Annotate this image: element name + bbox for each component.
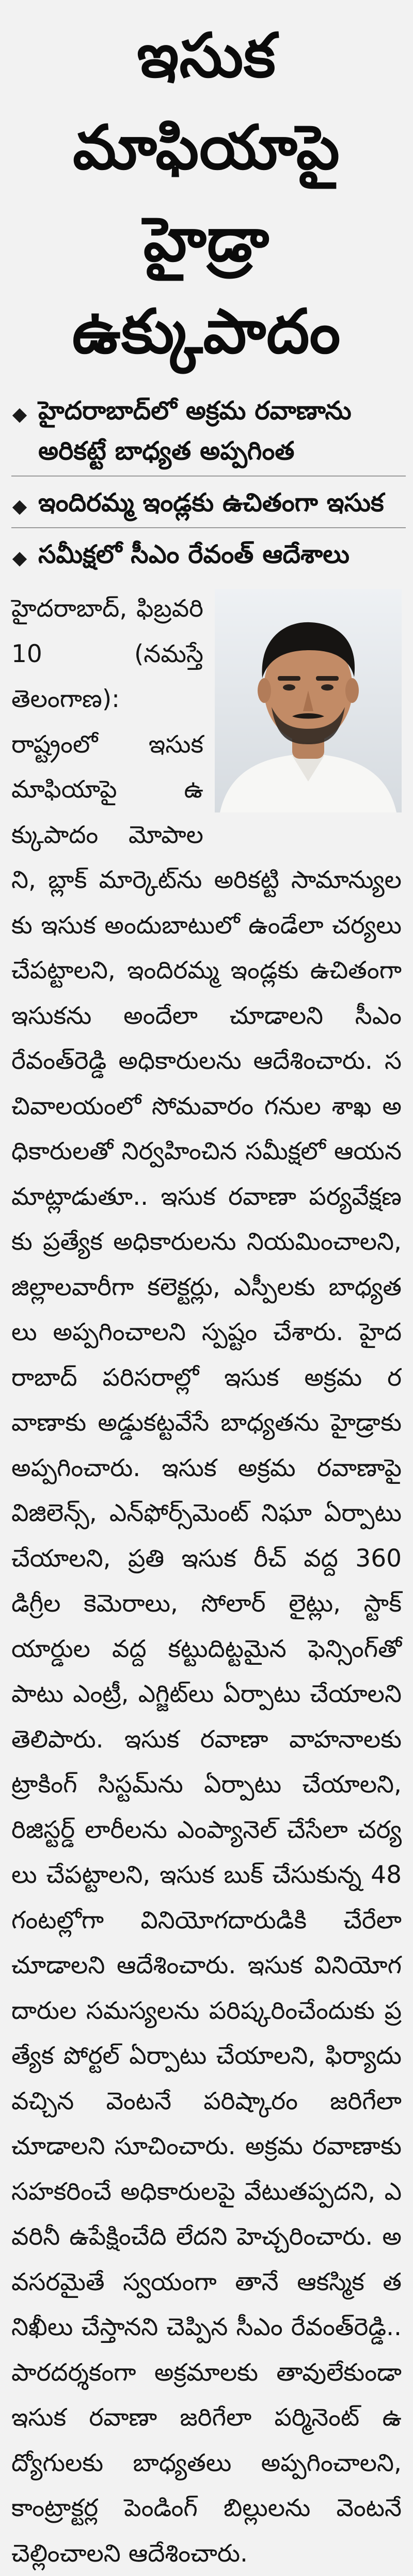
highlight-item	[11, 527, 406, 575]
highlight-text: ఇందిరమ్మ ఇండ్లకు ఉచితంగా ఇసుక	[38, 488, 384, 517]
headline	[0, 0, 413, 377]
article-body	[0, 575, 413, 2576]
highlight-list	[0, 391, 413, 575]
diamond-bullet-icon	[12, 408, 27, 423]
portrait-photo	[215, 589, 402, 812]
highlight-text: హైదరాబాద్‌లో అక్రమ రవాణాను అరికట్టే బాధ్యత అప్పగింత	[38, 396, 352, 466]
highlight-item	[11, 476, 406, 523]
diamond-bullet-icon	[12, 500, 27, 515]
diamond-bullet-icon	[12, 552, 27, 566]
highlight-item	[11, 391, 406, 471]
article-body-text: హైదరాబాద్, ఫిబ్రవరి 10 (నమస్తే తెలంగాణ): రాష్ట్రంలో ఇసుక మాఫియాపై ఉక్కుపాదం మోపాలని, బ్లాక్ మార్కెట్‌ను అరికట్టి సామాన్యులకు ఇసుక అందుబాటులో ఉండేలా చర్యలు చేపట్టాలని, ఇందిరమ్మ ఇండ్లకు ఉచితంగా ఇసుకను అందేలా చూడాలని సీఎం రేవంత్‌రెడ్డి అధికారులను ఆదేశించారు. సచివాలయంలో సోమవారం గనుల శాఖ అధికారులతో నిర్వహించిన సమీక్షలో ఆయన మాట్లాడుతూ.. ఇసుక రవాణా పర్యవేక్షణకు ప్రత్యేక అధికారులను నియమించాలని, జిల్లాలవారీగా కలెక్టర్లు, ఎస్పీలకు బాధ్యతలు అప్పగించాలని స్పష్టం చేశారు. హైదరాబాద్ పరిసరాల్లో ఇసుక అక్రమ రవాణాకు అడ్డుకట్టవేసే బాధ్యతను హైడ్రాకు అప్పగించారు. ఇసుక అక్రమ రవాణాపై విజిలెన్స్, ఎన్‌ఫోర్స్‌మెంట్ నిఘా ఏర్పాటు చేయాలని, ప్రతి ఇసుక రీచ్ వద్ద 360 డిగ్రీల కెమెరాలు, సోలార్ లైట్లు, స్టాక్ యార్డుల వద్ద కట్టుదిట్టమైన ఫెన్సింగ్‌తో పాటు ఎంట్రీ, ఎగ్జిట్‌లు ఏర్పాటు చేయాలని తెలిపారు. ఇసుక రవాణా వాహనాలకు ట్రాకింగ్ సిస్టమ్‌ను ఏర్పాటు చేయాలని, రిజిస్టర్డ్ లారీలను ఎంప్యానెల్ చేసేలా చర్యలు చేపట్టాలని, ఇసుక బుక్ చేసుకున్న 48 గంటల్లోగా వినియోగదారుడికి చేరేలా చూడాలని ఆదేశించారు. ఇసుక వినియోగదారుల సమస్యలను పరిష్కరించేందుకు ప్రత్యేక పోర్టల్ ఏర్పాటు చేయాలని, ఫిర్యాదు వచ్చిన వెంటనే పరిష్కారం జరిగేలా చూడాలని సూచించారు. అక్రమ రవాణాకు సహకరించే అధికారులపై వేటుతప్పదని, ఎవరినీ ఉపేక్షించేది లేదని హెచ్చరించారు. అవసరమైతే స్వయంగా తానే ఆకస్మిక తనిఖీలు చేస్తానని చెప్పిన సీఎం రేవంత్‌రెడ్డి.. పారదర్శకంగా అక్రమాలకు తావులేకుండా ఇసుక రవాణా జరిగేలా పర్మినెంట్ ఉద్యోగులకు బాధ్యతలు అప్పగించాలని, కాంట్రాక్టర్ల పెండింగ్ బిల్లులను వెంటనే చెల్లించాలని ఆదేశించారు.	[11, 594, 402, 2568]
headline-line-2: హైడ్రా ఉక్కుపాదం	[72, 204, 341, 367]
headline-line-1: ఇసుక మాఫియాపై	[73, 20, 340, 183]
highlight-text: సమీక్షలో సీఎం రేవంత్ ఆదేశాలు	[38, 540, 350, 569]
